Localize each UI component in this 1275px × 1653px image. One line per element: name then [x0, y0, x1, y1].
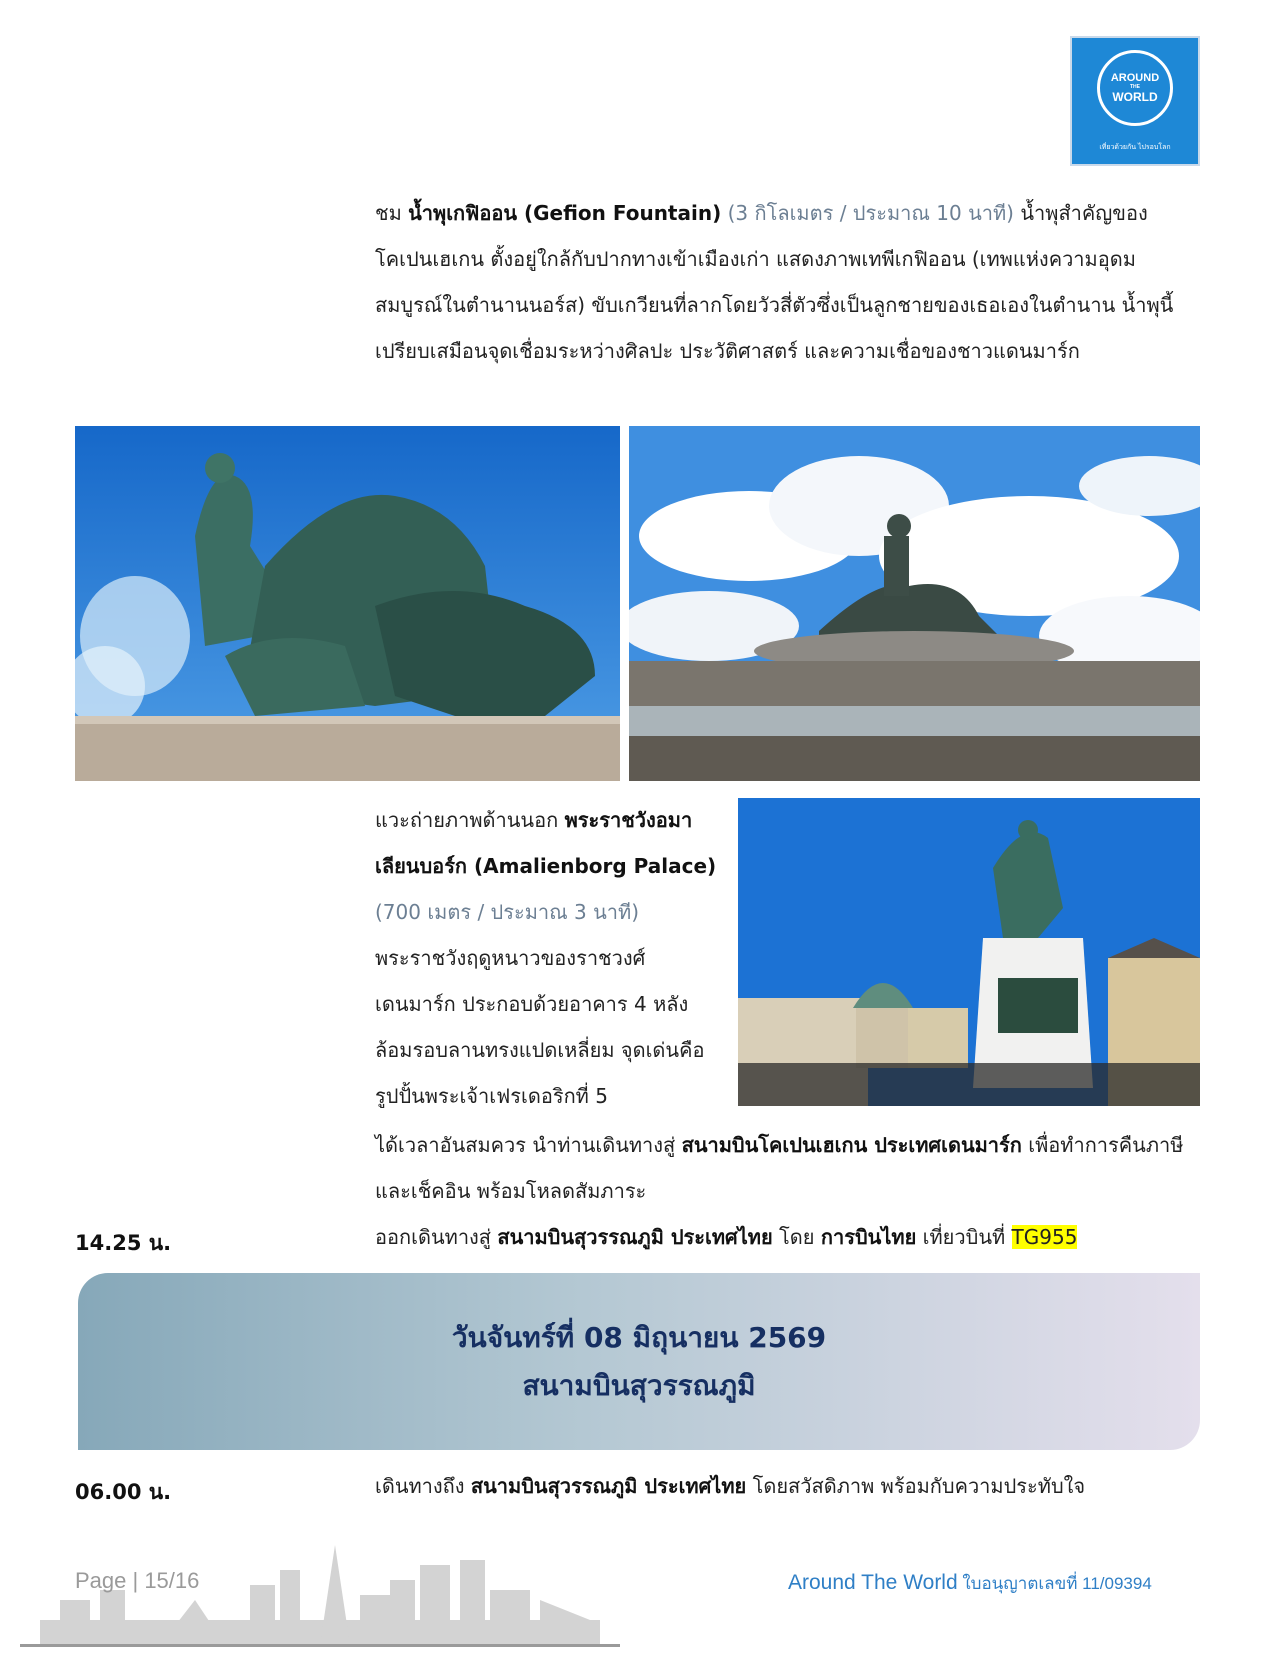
gefion-name: น้ำพุเกฟิออน (Gefion Fountain) [408, 201, 722, 225]
logo-tagline: เที่ยวด้วยกัน ไปรอบโลก [1099, 143, 1171, 151]
logo-line3: WORLD [1112, 89, 1158, 104]
transfer-prefix: ได้เวลาอันสมควร นำท่านเดินทางสู่ [375, 1133, 682, 1157]
day-banner [78, 1273, 1200, 1450]
globe-airplane-logo-icon [1097, 50, 1173, 126]
amalienborg-prefix: แวะถ่ายภาพด้านนอก [375, 808, 565, 832]
page-number: Page | 15/16 [75, 1568, 200, 1593]
arrival-paragraph [375, 1463, 1200, 1509]
transfer-suffix: เพื่อทำการคืนภาษี และเช็คอิน พร้อมโหลดสัมภาระ [375, 1133, 1184, 1203]
arrival-prefix: เดินทางถึง [375, 1474, 471, 1498]
amalienborg-name: พระราชวังอมาเลียนบอร์ก (Amalienborg Palace) [375, 808, 717, 878]
footer-license-number: ใบอนุญาตเลขที่ 11/09394 [957, 1574, 1152, 1593]
gefion-wide-photo [629, 426, 1200, 781]
day-banner-place: สนามบินสุวรรณภูมิ [522, 1368, 756, 1402]
footer-company: Around The World [788, 1571, 958, 1594]
footer-license [788, 1570, 1152, 1597]
amalienborg-paragraph [375, 797, 720, 1119]
gefion-distance: (3 กิโลเมตร / ประมาณ 10 นาที) [721, 201, 1021, 225]
company-logo [1070, 36, 1200, 166]
flight-prefix: ออกเดินทางสู่ [375, 1225, 498, 1249]
flight-label: เที่ยวบินที่ [916, 1225, 1012, 1249]
flight-paragraph [375, 1214, 1200, 1260]
gefion-prefix: ชม [375, 201, 409, 225]
logo-line1: AROUND [1110, 71, 1160, 84]
gefion-paragraph [375, 190, 1200, 374]
arrival-suffix: โดยสวัสดิภาพ พร้อมกับความประทับใจ [746, 1474, 1086, 1498]
logo-line2: THE [1130, 83, 1140, 90]
flight-airline: การบินไทย [820, 1225, 917, 1249]
amalienborg-description: พระราชวังฤดูหนาวของราชวงศ์เดนมาร์ก ประกอบด้วยอาคาร 4 หลัง ล้อมรอบลานทรงแปดเหลี่ยม จุดเด่นคือรูปปั้นพระเจ้าเฟรเดอริกที่ 5 [375, 946, 705, 1108]
gefion-description: น้ำพุสำคัญของโคเปนเฮเกน ตั้งอยู่ใกล้กับปากทางเข้าเมืองเก่า แสดงภาพเทพีเกฟิออน (เทพแห่งความอุดมสมบูรณ์ในตำนานนอร์ส) ขับเกวียนที่ลากโดยวัวสี่ตัวซึ่งเป็นลูกชายของเธอเองในตำนาน น้ำพุนี้เปรียบเสมือนจุดเชื่อมระหว่างศิลปะ ประวัติศาสตร์ และความเชื่อของชาวแดนมาร์ก [375, 201, 1174, 363]
arrival-time: 06.00 น. [75, 1480, 172, 1504]
amalienborg-photo [738, 798, 1200, 1106]
flight-by: โดย [772, 1225, 821, 1249]
amalienborg-distance: (700 เมตร / ประมาณ 3 นาที) [375, 900, 640, 924]
flight-number: TG955 [1011, 1225, 1078, 1249]
arrival-place: สนามบินสุวรรณภูมิ ประเทศไทย [470, 1474, 747, 1498]
flight-destination: สนามบินสุวรรณภูมิ ประเทศไทย [497, 1225, 773, 1249]
gefion-closeup-photo [75, 426, 620, 781]
city-skyline-decoration [20, 1540, 620, 1649]
flight-time: 14.25 น. [75, 1231, 172, 1255]
airport-transfer-paragraph [375, 1122, 1200, 1214]
transfer-place: สนามบินโคเปนเฮเกน ประเทศเดนมาร์ก [681, 1133, 1022, 1157]
day-banner-date: วันจันทร์ที่ 08 มิถุนายน 2569 [451, 1320, 827, 1354]
